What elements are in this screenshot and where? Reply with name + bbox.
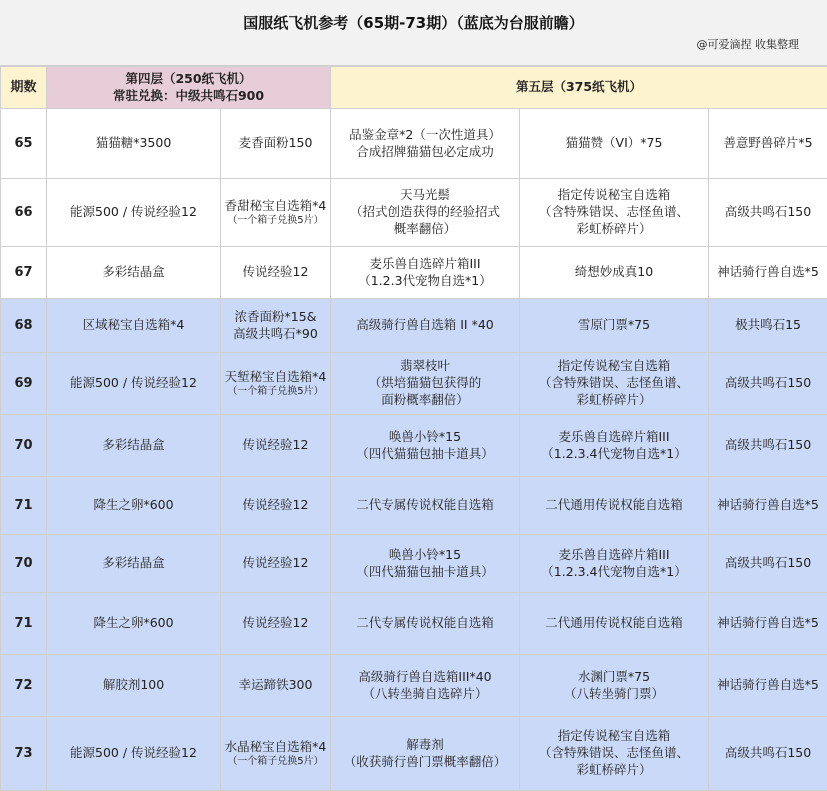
layer4-reward-b — [221, 415, 331, 477]
layer4-reward-b-line: 传说经验12 — [223, 264, 328, 281]
credit-text: @可爱滴捏 收集整理 — [697, 36, 800, 52]
layer5-reward-e: 极共鸣石15 — [709, 299, 827, 353]
layer5-reward-d-line: （1.2.3.4代宠物自选*1） — [522, 564, 706, 581]
layer5-reward-e: 神话骑行兽自选*5 — [709, 477, 827, 535]
header-layer5: 第五层（375纸飞机） — [331, 67, 827, 109]
period-cell: 69 — [1, 353, 47, 415]
layer4-reward-b-note: （一个箱子兑换5片） — [223, 755, 328, 768]
layer4-reward-b — [221, 477, 331, 535]
layer5-reward-d — [520, 299, 709, 353]
table-row — [1, 717, 827, 791]
layer5-reward-e: 神话骑行兽自选*5 — [709, 655, 827, 717]
layer5-reward-e: 善意野兽碎片*5 — [709, 109, 827, 179]
layer4-reward-b — [221, 299, 331, 353]
layer5-reward-c-line: （招式创造获得的经验招式 — [333, 204, 517, 221]
layer5-reward-d-line: 二代通用传说权能自选箱 — [522, 497, 706, 514]
layer5-reward-d-line: 绮想妙成真10 — [522, 264, 706, 281]
layer5-reward-e: 高级共鸣石150 — [709, 415, 827, 477]
layer5-reward-c-line: （1.2.3代宠物自选*1） — [333, 273, 517, 290]
layer5-reward-d-line: （八转坐骑门票） — [522, 686, 706, 703]
layer4-reward-b-line: 天堑秘宝自选箱*4 — [223, 369, 328, 386]
table-row — [1, 299, 827, 353]
layer5-reward-c — [331, 535, 520, 593]
rewards-table — [0, 66, 827, 791]
layer5-reward-c-line: 解毒剂 — [333, 737, 517, 754]
layer5-reward-d — [520, 535, 709, 593]
layer5-reward-d — [520, 179, 709, 247]
table-body — [1, 109, 827, 791]
layer4-reward-a: 能源500 / 传说经验12 — [47, 717, 221, 791]
header-layer4-line1: 第四层（250纸飞机） — [49, 71, 328, 88]
layer4-reward-b-line: 传说经验12 — [223, 437, 328, 454]
layer4-reward-a: 多彩结晶盒 — [47, 415, 221, 477]
layer5-reward-d — [520, 247, 709, 299]
layer4-reward-b — [221, 109, 331, 179]
layer4-reward-b — [221, 655, 331, 717]
period-cell: 71 — [1, 477, 47, 535]
layer5-reward-d-line: （含特殊错误、志怪鱼谱、 — [522, 204, 706, 221]
layer4-reward-b-line: 香甜秘宝自选箱*4 — [223, 198, 328, 215]
layer4-reward-b-line: 水晶秘宝自选箱*4 — [223, 739, 328, 756]
table-row — [1, 535, 827, 593]
layer4-reward-b-line: 幸运蹄铁300 — [223, 677, 328, 694]
layer5-reward-d — [520, 717, 709, 791]
layer4-reward-b-line: 高级共鸣石*90 — [223, 326, 328, 343]
layer5-reward-c-line: 翡翠枝叶 — [333, 358, 517, 375]
layer4-reward-b — [221, 247, 331, 299]
period-cell: 73 — [1, 717, 47, 791]
layer5-reward-d-line: 彩虹桥碎片） — [522, 392, 706, 409]
table-row — [1, 179, 827, 247]
period-cell: 72 — [1, 655, 47, 717]
layer5-reward-c — [331, 247, 520, 299]
layer5-reward-d-line: 猫猫赞（VI）*75 — [522, 135, 706, 152]
layer5-reward-d — [520, 593, 709, 655]
table-row — [1, 247, 827, 299]
layer5-reward-d-line: （含特殊错误、志怪鱼谱、 — [522, 745, 706, 762]
layer5-reward-d-line: 二代通用传说权能自选箱 — [522, 615, 706, 632]
layer5-reward-d — [520, 655, 709, 717]
period-cell: 70 — [1, 415, 47, 477]
layer4-reward-a: 区域秘宝自选箱*4 — [47, 299, 221, 353]
layer5-reward-d — [520, 353, 709, 415]
layer5-reward-c — [331, 179, 520, 247]
layer5-reward-c-line: 天马光鬃 — [333, 187, 517, 204]
layer5-reward-e: 高级共鸣石150 — [709, 535, 827, 593]
period-cell: 71 — [1, 593, 47, 655]
layer5-reward-c-line: 高级骑行兽自选箱III*40 — [333, 669, 517, 686]
layer5-reward-c-line: 面粉概率翻倍） — [333, 392, 517, 409]
layer5-reward-e: 神话骑行兽自选*5 — [709, 247, 827, 299]
table-row — [1, 655, 827, 717]
layer5-reward-c-line: （四代猫猫包抽卡道具） — [333, 446, 517, 463]
layer5-reward-c — [331, 415, 520, 477]
layer5-reward-c — [331, 655, 520, 717]
layer5-reward-d-line: 麦乐兽自选碎片箱III — [522, 547, 706, 564]
layer5-reward-d-line: 水渊门票*75 — [522, 669, 706, 686]
layer5-reward-d-line: 彩虹桥碎片） — [522, 762, 706, 779]
layer5-reward-c-line: 高级骑行兽自选箱 II *40 — [333, 317, 517, 334]
layer4-reward-a: 能源500 / 传说经验12 — [47, 179, 221, 247]
layer5-reward-e: 高级共鸣石150 — [709, 353, 827, 415]
layer5-reward-c — [331, 353, 520, 415]
layer4-reward-a: 降生之卵*600 — [47, 593, 221, 655]
table-row — [1, 593, 827, 655]
page-title: 国服纸飞机参考（65期-73期）（蓝底为台服前瞻） — [0, 12, 827, 33]
layer5-reward-c — [331, 299, 520, 353]
layer5-reward-c-line: 麦乐兽自选碎片箱III — [333, 256, 517, 273]
layer4-reward-a: 解胶剂100 — [47, 655, 221, 717]
layer5-reward-c-line: 合成招牌猫猫包必定成功 — [333, 144, 517, 161]
layer5-reward-d-line: 指定传说秘宝自选箱 — [522, 728, 706, 745]
layer5-reward-c-line: 唤兽小铃*15 — [333, 547, 517, 564]
layer5-reward-c — [331, 593, 520, 655]
layer4-reward-a: 降生之卵*600 — [47, 477, 221, 535]
layer5-reward-c-line: （八转坐骑自选碎片） — [333, 686, 517, 703]
layer5-reward-d-line: 雪原门票*75 — [522, 317, 706, 334]
header-layer4 — [47, 67, 331, 109]
layer5-reward-c-line: 唤兽小铃*15 — [333, 429, 517, 446]
layer5-reward-c-line: （烘培猫猫包获得的 — [333, 375, 517, 392]
layer4-reward-b-line: 麦香面粉150 — [223, 135, 328, 152]
layer4-reward-b — [221, 717, 331, 791]
layer5-reward-d-line: 指定传说秘宝自选箱 — [522, 187, 706, 204]
period-cell: 66 — [1, 179, 47, 247]
layer4-reward-b — [221, 593, 331, 655]
table-row — [1, 353, 827, 415]
layer4-reward-b-note: （一个箱子兑换5片） — [223, 385, 328, 398]
header-period: 期数 — [1, 67, 47, 109]
layer5-reward-c-line: 二代专属传说权能自选箱 — [333, 615, 517, 632]
layer5-reward-d — [520, 415, 709, 477]
layer4-reward-b-line: 浓香面粉*15& — [223, 309, 328, 326]
layer5-reward-c-line: 品鉴金章*2（一次性道具） — [333, 127, 517, 144]
layer5-reward-c-line: （收获骑行兽门票概率翻倍） — [333, 754, 517, 771]
layer4-reward-a: 猫猫糖*3500 — [47, 109, 221, 179]
layer5-reward-d-line: 指定传说秘宝自选箱 — [522, 358, 706, 375]
layer4-reward-a: 能源500 / 传说经验12 — [47, 353, 221, 415]
layer5-reward-d-line: （1.2.3.4代宠物自选*1） — [522, 446, 706, 463]
layer4-reward-b — [221, 353, 331, 415]
layer5-reward-c — [331, 109, 520, 179]
layer4-reward-a: 多彩结晶盒 — [47, 247, 221, 299]
layer4-reward-b-line: 传说经验12 — [223, 555, 328, 572]
title-bar — [0, 0, 827, 66]
layer4-reward-b — [221, 535, 331, 593]
layer4-reward-b-line: 传说经验12 — [223, 497, 328, 514]
layer5-reward-d-line: 彩虹桥碎片） — [522, 221, 706, 238]
layer5-reward-e: 高级共鸣石150 — [709, 717, 827, 791]
layer4-reward-a: 多彩结晶盒 — [47, 535, 221, 593]
layer5-reward-d — [520, 109, 709, 179]
layer5-reward-e: 高级共鸣石150 — [709, 179, 827, 247]
layer5-reward-c — [331, 717, 520, 791]
layer5-reward-d-line: （含特殊错误、志怪鱼谱、 — [522, 375, 706, 392]
layer4-reward-b-line: 传说经验12 — [223, 615, 328, 632]
layer5-reward-c-line: 二代专属传说权能自选箱 — [333, 497, 517, 514]
layer5-reward-c — [331, 477, 520, 535]
period-cell: 70 — [1, 535, 47, 593]
period-cell: 67 — [1, 247, 47, 299]
period-cell: 65 — [1, 109, 47, 179]
table-row — [1, 477, 827, 535]
layer4-reward-b-note: （一个箱子兑换5片） — [223, 214, 328, 227]
layer5-reward-c-line: （四代猫猫包抽卡道具） — [333, 564, 517, 581]
period-cell: 68 — [1, 299, 47, 353]
layer4-reward-b — [221, 179, 331, 247]
layer5-reward-d — [520, 477, 709, 535]
table-row — [1, 415, 827, 477]
layer5-reward-c-line: 概率翻倍） — [333, 221, 517, 238]
layer5-reward-d-line: 麦乐兽自选碎片箱III — [522, 429, 706, 446]
header-layer4-line2: 常驻兑换：中级共鸣石900 — [49, 88, 328, 105]
layer5-reward-e: 神话骑行兽自选*5 — [709, 593, 827, 655]
table-row — [1, 109, 827, 179]
header-row — [1, 67, 827, 109]
